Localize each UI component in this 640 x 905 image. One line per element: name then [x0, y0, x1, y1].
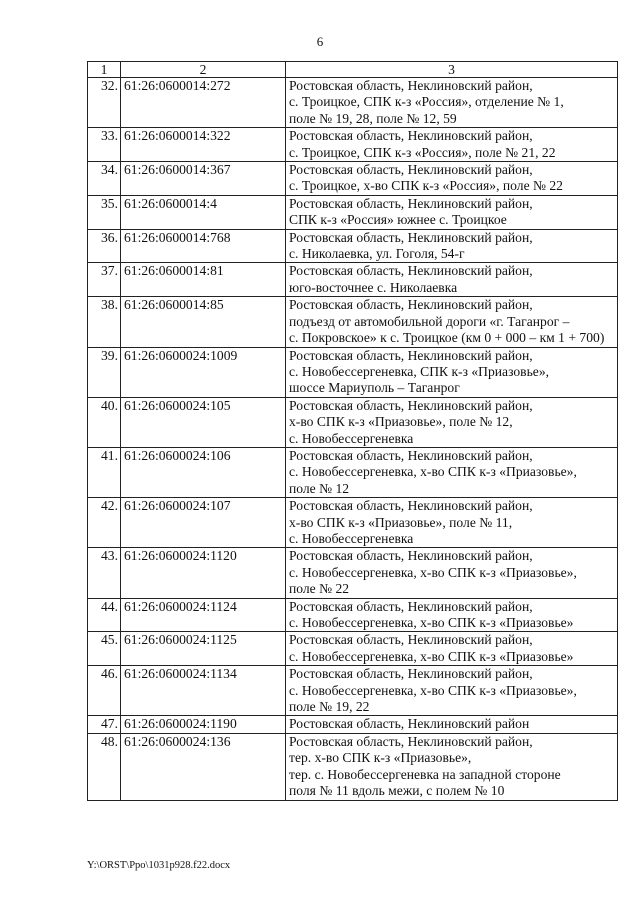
address-line: Ростовская область, Неклиновский район,: [289, 632, 533, 648]
row-number: 37.: [88, 263, 121, 297]
address-line: Ростовская область, Неклиновский район,: [289, 666, 533, 682]
address-line: Ростовская область, Неклиновский район: [289, 716, 530, 732]
header-col-2: 2: [121, 62, 286, 78]
table-row: [88, 397, 618, 447]
address-line: Ростовская область, Неклиновский район,: [289, 195, 533, 211]
row-number: 42.: [88, 498, 121, 548]
address-line: Ростовская область, Неклиновский район,: [289, 598, 533, 614]
cadastral-table: [87, 61, 618, 801]
address-line: с. Троицкое, СПК к-з «Россия», поле № 21, 22: [289, 144, 556, 160]
header-col-3: 3: [286, 62, 618, 78]
page-number: 6: [316, 34, 324, 49]
address-cell: [286, 598, 618, 632]
address-line: с. Троицкое, СПК к-з «Россия», отделение № 1,: [289, 94, 564, 110]
address-line: с. Новобессергеневка: [289, 430, 414, 446]
address-line: СПК к-з «Россия» южнее с. Троицкое: [289, 212, 507, 228]
cadastral-number: 61:26:0600024:106: [121, 447, 286, 497]
address-cell: [286, 498, 618, 548]
table-row: [88, 263, 618, 297]
address-line: Ростовская область, Неклиновский район,: [289, 229, 533, 245]
table-body: [88, 78, 618, 801]
table-row: [88, 598, 618, 632]
address-cell: [286, 297, 618, 347]
table-row: [88, 78, 618, 128]
address-line: с. Новобессергеневка, х-во СПК к-з «Приазовье»,: [289, 464, 577, 480]
row-number: 35.: [88, 195, 121, 229]
cadastral-number: 61:26:0600024:1009: [121, 347, 286, 397]
table-row: [88, 347, 618, 397]
header-col-1: 1: [88, 62, 121, 78]
address-cell: [286, 78, 618, 128]
row-number: 40.: [88, 397, 121, 447]
address-line: Ростовская область, Неклиновский район,: [289, 78, 533, 93]
table-row: [88, 666, 618, 716]
table-row: [88, 548, 618, 598]
address-line: Ростовская область, Неклиновский район,: [289, 498, 533, 514]
cadastral-number: 61:26:0600024:1190: [121, 716, 286, 733]
address-line: с. Новобессергеневка, СПК к-з «Приазовье»,: [289, 363, 550, 379]
address-cell: [286, 666, 618, 716]
address-line: Ростовская область, Неклиновский район,: [289, 263, 533, 279]
address-line: поле № 12: [289, 480, 350, 496]
row-number: 43.: [88, 548, 121, 598]
address-cell: [286, 128, 618, 162]
address-line: с. Новобессергеневка, х-во СПК к-з «Приазовье»: [289, 615, 574, 630]
address-line: Ростовская область, Неклиновский район,: [289, 397, 533, 413]
row-number: 48.: [88, 733, 121, 801]
cadastral-number: 61:26:0600024:107: [121, 498, 286, 548]
table-row: [88, 716, 618, 733]
cadastral-number: 61:26:0600014:322: [121, 128, 286, 162]
address-cell: [286, 195, 618, 229]
address-cell: [286, 162, 618, 196]
address-line: юго-восточнее с. Николаевка: [289, 279, 458, 295]
header-row: [88, 62, 618, 78]
row-number: 32.: [88, 78, 121, 128]
table-row: [88, 128, 618, 162]
cadastral-number: 61:26:0600014:272: [121, 78, 286, 128]
cadastral-number: 61:26:0600014:4: [121, 195, 286, 229]
row-number: 47.: [88, 716, 121, 733]
cadastral-number: 61:26:0600024:105: [121, 397, 286, 447]
row-number: 44.: [88, 598, 121, 632]
cadastral-number: 61:26:0600014:85: [121, 297, 286, 347]
address-line: х-во СПК к-з «Приазовье», поле № 11,: [289, 514, 513, 530]
row-number: 36.: [88, 229, 121, 263]
address-line: поле № 19, 22: [289, 699, 370, 715]
table-row: [88, 195, 618, 229]
address-cell: [286, 447, 618, 497]
address-line: с. Новобессергеневка, х-во СПК к-з «Приазовье»,: [289, 564, 577, 580]
row-number: 45.: [88, 632, 121, 666]
footer-file-path: Y:\ORST\Ppo\1031p928.f22.docx: [87, 860, 231, 871]
row-number: 39.: [88, 347, 121, 397]
address-line: шоссе Мариуполь – Таганрог: [289, 380, 460, 396]
address-line: с. Новобессергеневка: [289, 530, 414, 546]
cadastral-number: 61:26:0600014:81: [121, 263, 286, 297]
row-number: 41.: [88, 447, 121, 497]
cadastral-number: 61:26:0600024:1125: [121, 632, 286, 666]
address-line: Ростовская область, Неклиновский район,: [289, 128, 533, 144]
table-row: [88, 297, 618, 347]
address-line: поля № 11 вдоль межи, с полем № 10: [289, 783, 505, 799]
address-line: Ростовская область, Неклиновский район,: [289, 548, 533, 564]
address-line: с. Новобессергеневка, х-во СПК к-з «Приазовье»: [289, 648, 574, 664]
address-cell: [286, 263, 618, 297]
address-line: поле № 19, 28, поле № 12, 59: [289, 110, 457, 126]
row-number: 33.: [88, 128, 121, 162]
row-number: 34.: [88, 162, 121, 196]
address-line: тер. х-во СПК к-з «Приазовье»,: [289, 750, 472, 766]
address-cell: [286, 716, 618, 733]
cadastral-number: 61:26:0600014:768: [121, 229, 286, 263]
address-line: поле № 22: [289, 581, 350, 597]
address-line: Ростовская область, Неклиновский район,: [289, 162, 533, 178]
cadastral-number: 61:26:0600014:367: [121, 162, 286, 196]
table-row: [88, 632, 618, 666]
address-line: подъезд от автомобильной дороги «г. Таганрог –: [289, 313, 570, 329]
address-cell: [286, 229, 618, 263]
address-cell: [286, 347, 618, 397]
address-line: х-во СПК к-з «Приазовье», поле № 12,: [289, 414, 513, 430]
table-row: [88, 498, 618, 548]
address-line: тер. с. Новобессергеневка на западной стороне: [289, 766, 561, 782]
table-row: [88, 229, 618, 263]
address-cell: [286, 548, 618, 598]
table-row: [88, 447, 618, 497]
address-cell: [286, 397, 618, 447]
address-line: Ростовская область, Неклиновский район,: [289, 297, 533, 313]
table-row: [88, 733, 618, 801]
address-cell: [286, 632, 618, 666]
cadastral-number: 61:26:0600024:1134: [121, 666, 286, 716]
address-line: Ростовская область, Неклиновский район,: [289, 447, 533, 463]
address-line: с. Троицкое, х-во СПК к-з «Россия», поле № 22: [289, 178, 563, 194]
cadastral-number: 61:26:0600024:1124: [121, 598, 286, 632]
address-line: с. Покровское» к с. Троицкое (км 0 + 000 – км 1 + 700): [289, 330, 605, 346]
cadastral-number: 61:26:0600024:136: [121, 733, 286, 801]
table-row: [88, 162, 618, 196]
table-header: [88, 62, 618, 78]
row-number: 46.: [88, 666, 121, 716]
cadastral-number: 61:26:0600024:1120: [121, 548, 286, 598]
address-line: Ростовская область, Неклиновский район,: [289, 733, 533, 749]
address-line: Ростовская область, Неклиновский район,: [289, 347, 533, 363]
address-line: с. Николаевка, ул. Гоголя, 54-г: [289, 246, 465, 262]
address-line: с. Новобессергеневка, х-во СПК к-з «Приазовье»,: [289, 682, 577, 698]
row-number: 38.: [88, 297, 121, 347]
address-cell: [286, 733, 618, 801]
